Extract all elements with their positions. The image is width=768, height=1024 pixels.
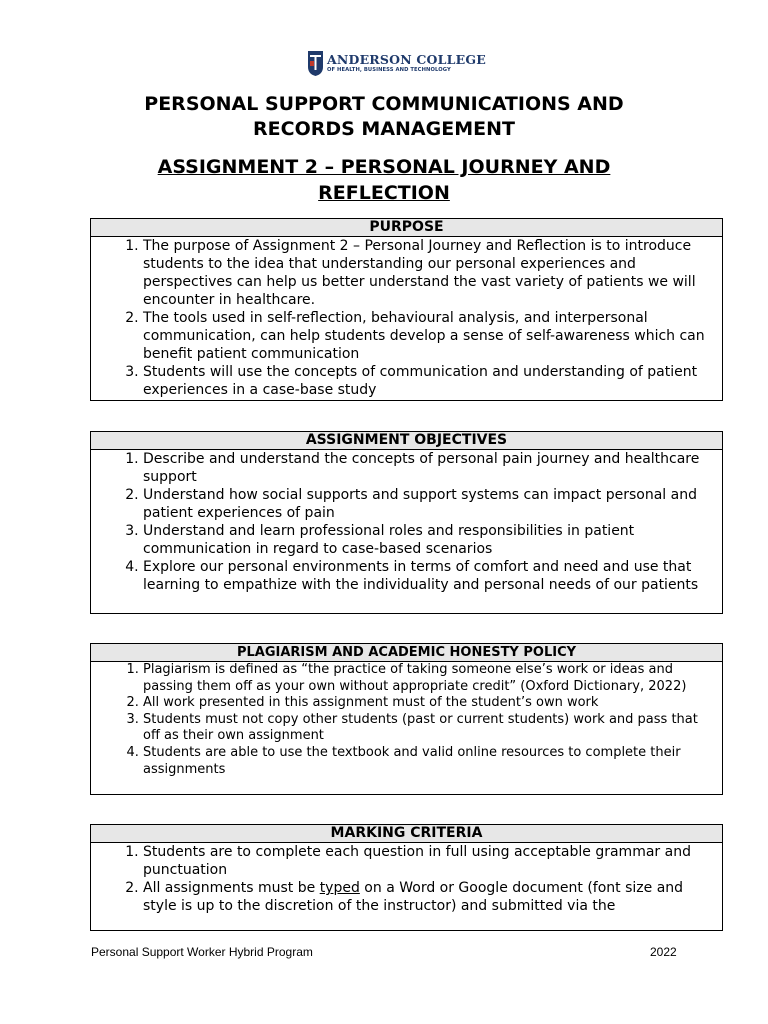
list-item: 4. Students are able to use the textbook and valid online resources to complete their assignments (143, 745, 716, 778)
list-item: 1. The purpose of Assignment 2 – Personal Journey and Reflection is to introduce students to the idea that understanding our personal experiences and perspectives can help us better understand the vast variety of patients we will encounter in healthcare. (143, 237, 716, 309)
list-item-text: on a Word or Google document (font size and style is up to the discretion of the instructor) and submitted via the (143, 880, 684, 914)
list-item: 3. Understand and learn professional roles and responsibilities in patient communication in regard to case-based scenarios (143, 522, 716, 558)
logo-name: ANDERSON COLLEGE (327, 51, 486, 67)
college-logo (307, 50, 486, 77)
footer-year: 2022 (650, 945, 677, 959)
purpose-heading: PURPOSE (91, 219, 722, 237)
list-item: 1. Plagiarism is defined as “the practice of taking someone else’s work or ideas and passing them off as your own without appropriate credit” (Oxford Dictionary, 2022) (143, 662, 716, 695)
objectives-list (91, 450, 722, 595)
plagiarism-heading: PLAGIARISM AND ACADEMIC HONESTY POLICY (91, 644, 722, 662)
list-item: 2. All work presented in this assignment must of the student’s own work (143, 695, 716, 712)
marking-heading: MARKING CRITERIA (91, 825, 722, 843)
list-item: 4. Explore our personal environments in terms of comfort and need and use that learning to empathize with the individuality and personal needs of our patients (143, 558, 716, 594)
emphasis-typed: typed (319, 880, 360, 896)
plagiarism-section (90, 643, 723, 795)
objectives-heading: ASSIGNMENT OBJECTIVES (91, 432, 722, 450)
list-item: 2. The tools used in self-reflection, behavioural analysis, and interpersonal communication, can help students develop a sense of self-awareness which can benefit patient communication (143, 309, 716, 363)
list-item: 1. Describe and understand the concepts of personal pain journey and healthcare support (143, 450, 716, 486)
purpose-section (90, 218, 723, 401)
logo-subtitle: OF HEALTH, BUSINESS AND TECHNOLOGY (327, 67, 451, 74)
plagiarism-list (91, 662, 722, 779)
objectives-section (90, 431, 723, 614)
list-item-text: All assignments must be (143, 880, 320, 896)
list-item: 2. Understand how social supports and support systems can impact personal and patient experiences of pain (143, 486, 716, 522)
list-item: 3. Students must not copy other students (past or current students) work and pass that off as their own assignment (143, 712, 716, 745)
list-item: 3. Students will use the concepts of communication and understanding of patient experiences in a case-base study (143, 363, 716, 399)
list-item: 1. Students are to complete each question in full using acceptable grammar and punctuation (143, 843, 716, 879)
purpose-list (91, 237, 722, 400)
document-title: PERSONAL SUPPORT COMMUNICATIONS AND RECORDS MANAGEMENT (144, 93, 624, 140)
assignment-title: ASSIGNMENT 2 – PERSONAL JOURNEY AND REFLECTION (157, 156, 611, 204)
marking-section (90, 824, 723, 931)
list-item (143, 879, 716, 915)
marking-list (91, 843, 722, 916)
footer-program: Personal Support Worker Hybrid Program (91, 945, 313, 959)
shield-icon (307, 50, 324, 77)
